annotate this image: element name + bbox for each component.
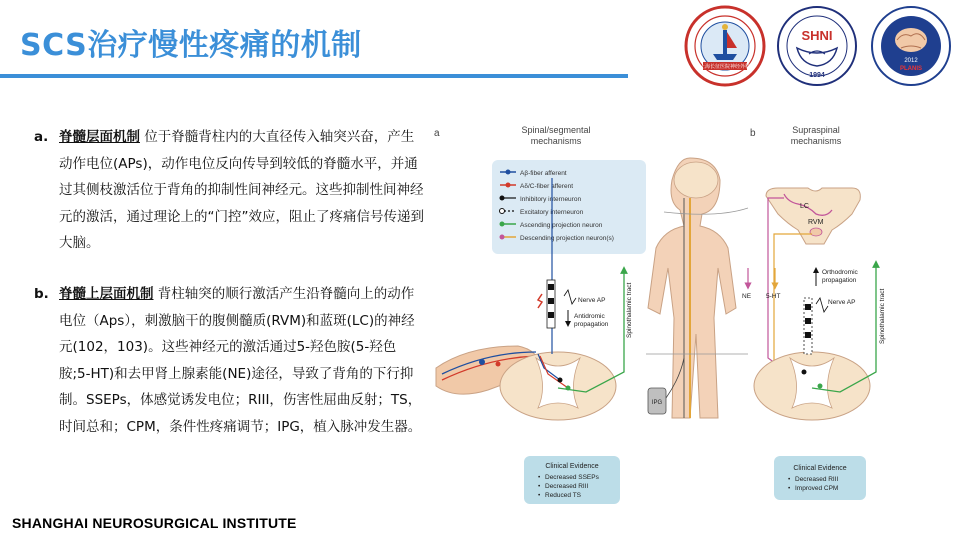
panel-a-nerve-ap: Nerve AP xyxy=(578,297,606,304)
plamis-seal-icon xyxy=(872,7,950,85)
human-silhouette xyxy=(648,158,736,418)
panel-a-title-2: mechanisms xyxy=(530,136,582,146)
seal2-center-text: SHNI xyxy=(801,28,833,43)
panel-b-clinical-evidence xyxy=(774,456,866,500)
svg-text:Ascending projection neuron: Ascending projection neuron xyxy=(520,222,603,229)
panel-b-brainstem xyxy=(766,188,860,244)
panel-a-antidromic-2: propagation xyxy=(574,321,609,328)
panel-a-tract-label: Spinothalamic tract xyxy=(626,282,633,338)
shni-seal-icon xyxy=(778,7,856,85)
svg-text:Clinical Evidence: Clinical Evidence xyxy=(545,463,599,470)
seal2-year: 1994 xyxy=(809,72,825,79)
seal3-year: 2012 xyxy=(904,58,918,64)
panel-a-clinical-evidence xyxy=(524,456,620,504)
svg-text:Decreased RIII: Decreased RIII xyxy=(795,476,839,483)
panel-b-orthodromic-1: Orthodromic xyxy=(822,269,858,276)
panel-b-nerve-ap: Nerve AP xyxy=(828,299,856,306)
svg-text:•: • xyxy=(538,483,541,490)
seal1-center-text: 上海长征医院神经外科 xyxy=(699,64,751,70)
svg-text:Decreased SSEPs: Decreased SSEPs xyxy=(545,474,599,481)
svg-text:Inhibitory interneuron: Inhibitory interneuron xyxy=(520,196,582,203)
svg-text:Reduced TS: Reduced TS xyxy=(545,492,582,499)
svg-text:Excitatory interneuron: Excitatory interneuron xyxy=(520,209,584,216)
panel-b-5ht: 5-HT xyxy=(766,293,781,300)
panel-b-ne: NE xyxy=(742,293,752,300)
panel-b-letter: b xyxy=(750,128,756,139)
paragraph-a-heading: 脊髓层面机制 xyxy=(59,129,140,145)
panel-b-tract-label: Spinothalamic tract xyxy=(879,288,886,344)
svg-text:Aβ-fiber afferent: Aβ-fiber afferent xyxy=(520,170,567,177)
svg-text:Descending projection neuron(s: Descending projection neuron(s) xyxy=(520,235,614,242)
title-underline xyxy=(0,74,628,78)
panel-b-title-2: mechanisms xyxy=(790,136,842,146)
svg-text:•: • xyxy=(788,485,791,492)
panel-b-orthodromic-2: propagation xyxy=(822,277,857,284)
panel-a-antidromic-1: Antidromic xyxy=(574,313,605,320)
paragraph-a-body: 位于脊髓背柱内的大直径传入轴突兴奋，产生动作电位(APs)，动作电位反向传导到较低的脊髓水平，并通过其侧枝激活位于背角的抑制性间神经元。这些抑制性间神经元的激活，通过理论上的“门控”效应，阻止了疼痛信号传递到大脑。 xyxy=(59,129,424,252)
paragraph-b-heading: 脊髓上层面机制 xyxy=(59,285,154,302)
content-text xyxy=(34,124,426,441)
panel-b-lc: LC xyxy=(800,203,809,210)
paragraph-b xyxy=(34,281,426,441)
panel-a-letter: a xyxy=(434,128,440,139)
svg-text:Clinical Evidence: Clinical Evidence xyxy=(793,465,847,472)
seal3-center-text: PLANIS xyxy=(899,66,923,72)
panel-b-title-1: Supraspinal xyxy=(792,125,840,135)
paragraph-a-marker: a. xyxy=(34,129,49,145)
svg-text:Aδ/C-fiber afferent: Aδ/C-fiber afferent xyxy=(520,183,573,190)
svg-text:•: • xyxy=(788,476,791,483)
mechanism-figure xyxy=(428,118,918,508)
logo-group xyxy=(683,4,955,88)
svg-text:Improved CPM: Improved CPM xyxy=(795,485,839,492)
paragraph-a xyxy=(34,124,426,257)
paragraph-b-body: 背柱轴突的顺行激活产生沿脊髓向上的动作电位（Aps），刺激脑干的腹侧髓质(RVM)和蓝斑(LC)的神经元(102，103)。这些神经元的激活通过5-羟色胺(5-羟色胺;5-HT)和去甲肾上腺素能(NE)途径，导致了背角的下行抑制。SSEPs，体感觉诱发电位；RIII，伤害性屈曲反射；TS，时间总和；CPM，条件性疼痛调节；IPG，植入脉冲发生器。 xyxy=(59,285,422,435)
svg-text:•: • xyxy=(538,492,541,499)
svg-text:Decreased RIII: Decreased RIII xyxy=(545,483,589,490)
panel-a-title-1: Spinal/segmental xyxy=(521,125,591,135)
paragraph-b-marker: b. xyxy=(34,285,49,302)
footer-institute: SHANGHAI NEUROSURGICAL INSTITUTE xyxy=(12,515,297,531)
svg-text:•: • xyxy=(538,474,541,481)
hospital-seal-icon xyxy=(686,7,764,85)
panel-b-rvm: RVM xyxy=(808,219,824,226)
legend xyxy=(492,160,646,254)
ipg-label: IPG xyxy=(651,400,663,406)
slide-title: SCS治疗慢性疼痛的机制 xyxy=(20,28,362,63)
